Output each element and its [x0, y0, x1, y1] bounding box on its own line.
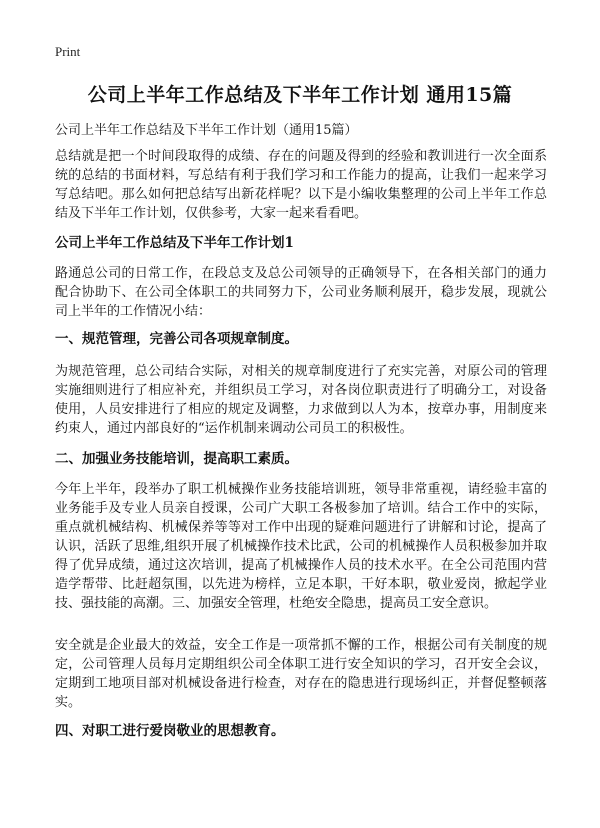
- heading-two: 二、加强业务技能培训，提高职工素质。: [55, 451, 298, 467]
- intro-paragraph: 总结就是把一个时间段取得的成绩、存在的问题及得到的经验和教训进行一次全面系统的总结的书面材料，写总结有利于我们学习和工作能力的提高，让我们一起来学习写总结吧。那么如何把总结写出新花样呢？以下是小编收集整理的公司上半年工作总结及下半年工作计划，仅供参考，大家一起来看看吧。: [55, 149, 547, 221]
- heading-one: 一、规范管理，完善公司各项规章制度。: [55, 331, 298, 347]
- document-title: 公司上半年工作总结及下半年工作计划 通用15篇: [87, 84, 513, 106]
- paragraph-one: 为规范管理，总公司结合实际，对相关的规章制度进行了充实完善，对原公司的管理实施细则进行了相应补充，并组织员工学习，对各岗位职责进行了明确分工，对设备使用，人员安排进行了相应的规定及调整，力求做到以人为本，按章办事，用制度来约束人，通过内部良好的“运作机制来调动公司员工的积极性。: [55, 364, 547, 436]
- section-title: 公司上半年工作总结及下半年工作计划1: [55, 235, 294, 251]
- document-subtitle: 公司上半年工作总结及下半年工作计划（通用15篇）: [55, 123, 358, 138]
- section-intro-paragraph: 路通总公司的日常工作，在段总支及总公司领导的正确领导下，在各相关部门的通力配合协助下、在公司全体职工的共同努力下，公司业务顺利展开，稳步发展，现就公司上半年的工作情况小结：: [55, 266, 547, 319]
- paragraph-three: 安全就是企业最大的效益，安全工作是一项常抓不懈的工作，根据公司有关制度的规定，公司管理人员每月定期组织公司全体职工进行安全知识的学习，召开安全会议，定期到工地项目部对机械设备进行检查，对存在的隐患进行现场纠正，并督促整顿落实。: [55, 638, 547, 710]
- heading-four: 四、对职工进行爱岗敬业的思想教育。: [55, 723, 285, 739]
- paragraph-two: 今年上半年，段举办了职工机械操作业务技能培训班，领导非常重视，请经验丰富的业务能手及专业人员亲自授课，公司广大职工各极参加了培训。结合工作中的实际，重点就机械结构、机械保养等等对工作中出现的疑难问题进行了讲解和讨论，提高了认识，活跃了思维,组织开展了机械操作技术比武，公司的机械操作人员积极参加并取得了优异成绩，通过这次培训，提高了机械操作人员的技术水平。在全公司范围内营造学帮带、比赶超氛围，以先进为榜样，立足本职，干好本职，敬业爱岗，掀起学业技、强技能的高潮。三、加强安全管理，杜绝安全隐患，提高员工安全意识。: [55, 482, 547, 611]
- print-label: Print: [55, 44, 81, 59]
